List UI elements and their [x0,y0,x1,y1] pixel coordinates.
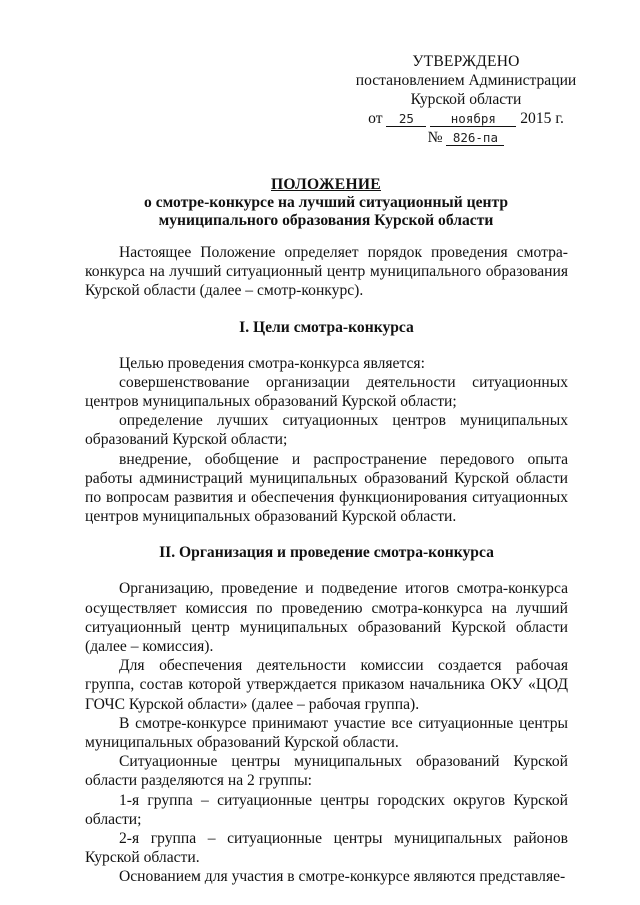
section-1-paragraph: Целью проведения смотра-конкурса является: [119,354,425,372]
section-2-paragraph: Для обеспечения деятельности комиссии создается рабочая группа, состав которой утверждается приказом начальника ОКУ «ЦОД ГОЧС Курской области» (далее – рабочая группа). [85,657,568,713]
document-body [85,243,568,887]
section-2-paragraph: 1-я группа – ситуационные центры городских округов Курской области; [85,791,568,828]
section-2-paragraph: Ситуационные центры муниципальных образований Курской области разделяются на 2 группы: [85,753,568,790]
approval-line-2: Курской области [410,91,522,108]
date-month: ноября [430,111,516,127]
section-1-paragraph: внедрение, обобщение и распространение передового опыта работы администраций муниципальных образований Курской области по вопросам развития и обеспечения функционирования ситуационных центров муниципальных образований Курской области. [85,450,568,526]
approval-number-line [352,128,580,147]
section-2-paragraph: Организацию, проведение и подведение итогов смотра-конкурса осуществляет комиссия по проведению смотра-конкурса на лучший ситуационный центр муниципальных образований Курской области (далее – комиссия). [85,580,568,656]
section-2-paragraph: В смотре-конкурсе принимают участие все ситуационные центры муниципальных образований Курской области. [85,714,568,752]
intro-paragraph: Настоящее Положение определяет порядок проведения смотра-конкурса на лучший ситуационный центр муниципального образования Курской области (далее – смотр-конкурс). [85,244,568,300]
section-1-paragraph: совершенствование организации деятельности ситуационных центров муниципальных образований Курской области; [85,373,568,411]
decree-number: 826-па [446,130,504,146]
section-1-paragraph: определение лучших ситуационных центров муниципальных образований Курской области; [85,412,568,449]
date-day: 25 [386,111,426,127]
title-subtitle-1: о смотре-конкурсе на лучший ситуационный центр [144,194,508,211]
approval-date-line [352,109,580,128]
section-1-heading: I. Цели смотра-конкурса [239,318,414,336]
date-year: 2015 г. [520,110,564,127]
section-2-heading: II. Организация и проведение смотра-конкурса [159,544,494,562]
approval-stamp [352,52,580,147]
approval-line-1: постановлением Администрации [355,72,577,89]
number-prefix: № [427,129,443,146]
approval-heading: УТВЕРЖДЕНО [412,53,520,70]
document-title [100,176,552,230]
section-2-paragraph: 2-я группа – ситуационные центры муниципальных районов Курской области. [85,830,568,867]
title-subtitle-2: муниципального образования Курской области [158,212,494,229]
title-main: ПОЛОЖЕНИЕ [270,176,382,193]
date-prefix: от [368,110,383,127]
section-2-paragraph: Основанием для участия в смотре-конкурсе являются представляе- [119,868,566,886]
